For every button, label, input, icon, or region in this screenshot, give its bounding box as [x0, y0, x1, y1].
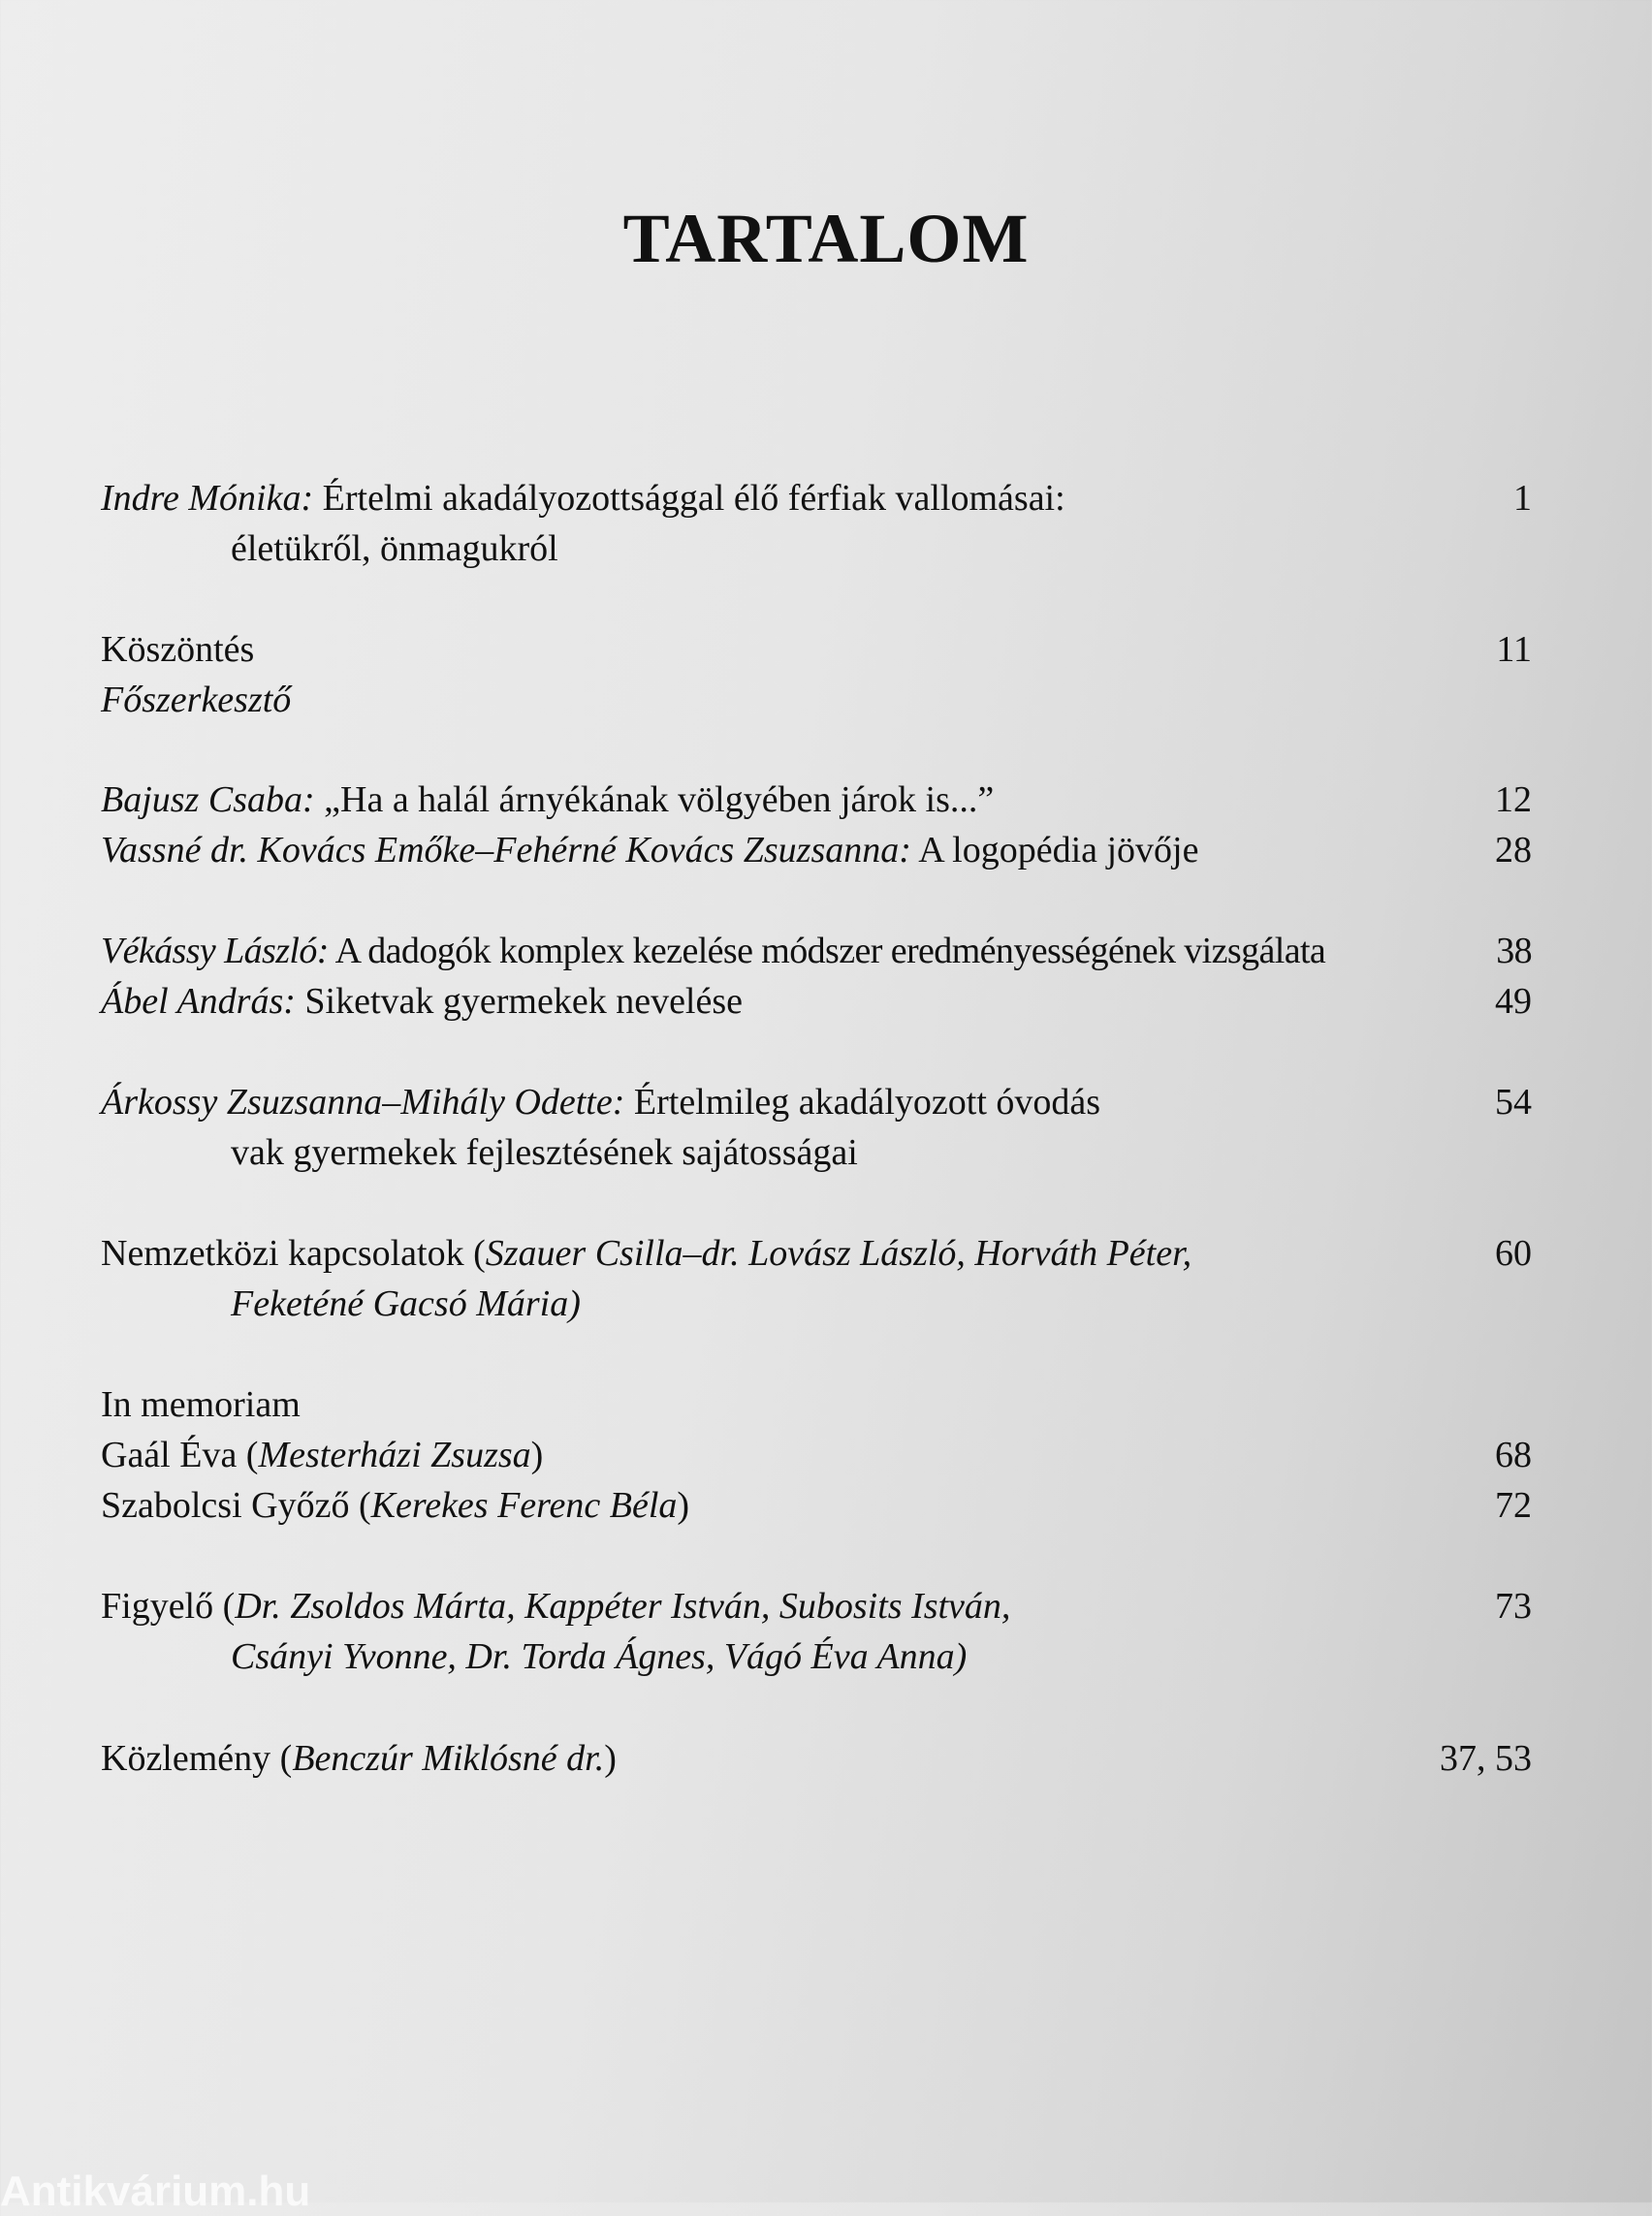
- entry-title: „Ha a halál árnyékának völgyében járok is...”: [314, 779, 995, 820]
- page-number: 11: [1496, 629, 1532, 670]
- page-number: 54: [1495, 1082, 1532, 1123]
- section-heading: [101, 1379, 1532, 1430]
- toc-entry: [101, 1733, 1532, 1784]
- page-title: TARTALOM: [622, 200, 1030, 277]
- page-number: 72: [1495, 1485, 1532, 1526]
- entry-line: [101, 825, 1532, 875]
- entry-close: ): [604, 1738, 617, 1779]
- entry-author: Mesterházi Zsuzsa: [258, 1435, 531, 1475]
- page-number: 12: [1495, 779, 1532, 820]
- entry-line: [101, 775, 1532, 825]
- entry-author: Kerekes Ferenc Béla: [370, 1485, 678, 1526]
- toc-entry: [101, 1077, 1532, 1178]
- entry-author: Főszerkesztő: [101, 680, 292, 720]
- entry-author: Ábel András:: [101, 981, 296, 1022]
- entry-author: Benczúr Miklósné dr.: [292, 1738, 605, 1779]
- entry-author: Indre Mónika:: [101, 478, 314, 519]
- entry-author: Vékássy László:: [101, 931, 329, 971]
- entry-title: A logopédia jövője: [910, 830, 1199, 871]
- entry-line: [101, 976, 1532, 1027]
- watermark: Antikvárium.hu: [0, 2168, 311, 2215]
- entry-title: Értelmi akadályozottsággal élő férfiak vallomásai:: [313, 478, 1065, 519]
- entry-title: Siketvak gyermekek nevelése: [295, 981, 744, 1022]
- entry-close: ): [530, 1435, 544, 1475]
- toc-entry: [101, 624, 1532, 725]
- toc-entry: [101, 1581, 1532, 1682]
- entry-line-continued: [101, 523, 1532, 574]
- entry-title: Gaál Éva (: [101, 1435, 259, 1475]
- entry-authors-continued: Csányi Yvonne, Dr. Torda Ágnes, Vágó Éva Anna): [231, 1636, 968, 1677]
- entry-title-continued: életükről, önmagukról: [231, 528, 558, 569]
- entry-title: Értelmileg akadályozott óvodás: [624, 1082, 1101, 1123]
- toc-entry: [101, 1228, 1532, 1329]
- entry-line-continued: [101, 1631, 1532, 1682]
- entry-line: [101, 1581, 1532, 1631]
- page-number: 60: [1495, 1233, 1532, 1274]
- entry-close: ): [677, 1485, 690, 1526]
- entry-authors-continued: Feketéné Gacsó Mária): [231, 1283, 581, 1324]
- entry-title: Köszöntés: [101, 629, 255, 670]
- entry-line: [101, 1430, 1532, 1480]
- entry-line: [101, 926, 1532, 976]
- page-number: 73: [1495, 1586, 1532, 1627]
- entry-title: Nemzetközi kapcsolatok (: [101, 1233, 486, 1274]
- entry-line: [101, 473, 1532, 523]
- entry-heading: In memoriam: [101, 1384, 301, 1425]
- entry-author: Vassné dr. Kovács Emőke–Fehérné Kovács Zsuzsanna:: [101, 830, 911, 871]
- entry-title: Közlemény (: [101, 1738, 293, 1779]
- page-number: 28: [1495, 830, 1532, 871]
- entry-line-continued: [101, 1279, 1532, 1329]
- entry-title: Szabolcsi Győző (: [101, 1485, 371, 1526]
- entry-line: [101, 1733, 1532, 1784]
- entry-line-continued: [101, 675, 1532, 725]
- page-number: 38: [1496, 931, 1532, 971]
- toc-entry: [101, 473, 1532, 574]
- toc-entry: [101, 926, 1532, 1027]
- entry-authors: Szauer Csilla–dr. Lovász László, Horváth Péter,: [485, 1233, 1192, 1274]
- entry-title: Figyelő (: [101, 1586, 236, 1627]
- entry-authors: Dr. Zsoldos Márta, Kappéter István, Subosits István,: [235, 1586, 1011, 1627]
- page-number: 49: [1495, 981, 1532, 1022]
- entry-author: Árkossy Zsuzsanna–Mihály Odette:: [101, 1082, 625, 1123]
- entry-line: [101, 1228, 1532, 1279]
- entry-line: [101, 1077, 1532, 1127]
- toc-entry: [101, 775, 1532, 875]
- toc-entry: [101, 1379, 1532, 1531]
- entry-line: [101, 1480, 1532, 1531]
- entry-line: [101, 624, 1532, 675]
- entry-line-continued: [101, 1127, 1532, 1178]
- page-number: 37, 53: [1440, 1738, 1532, 1779]
- entry-title-continued: vak gyermekek fejlesztésének sajátosságai: [231, 1132, 858, 1173]
- page-number: 68: [1495, 1435, 1532, 1475]
- entry-title: A dadogók komplex kezelése módszer eredményességének vizsgálata: [328, 931, 1326, 971]
- entry-author: Bajusz Csaba:: [101, 779, 315, 820]
- page-number: 1: [1513, 478, 1532, 519]
